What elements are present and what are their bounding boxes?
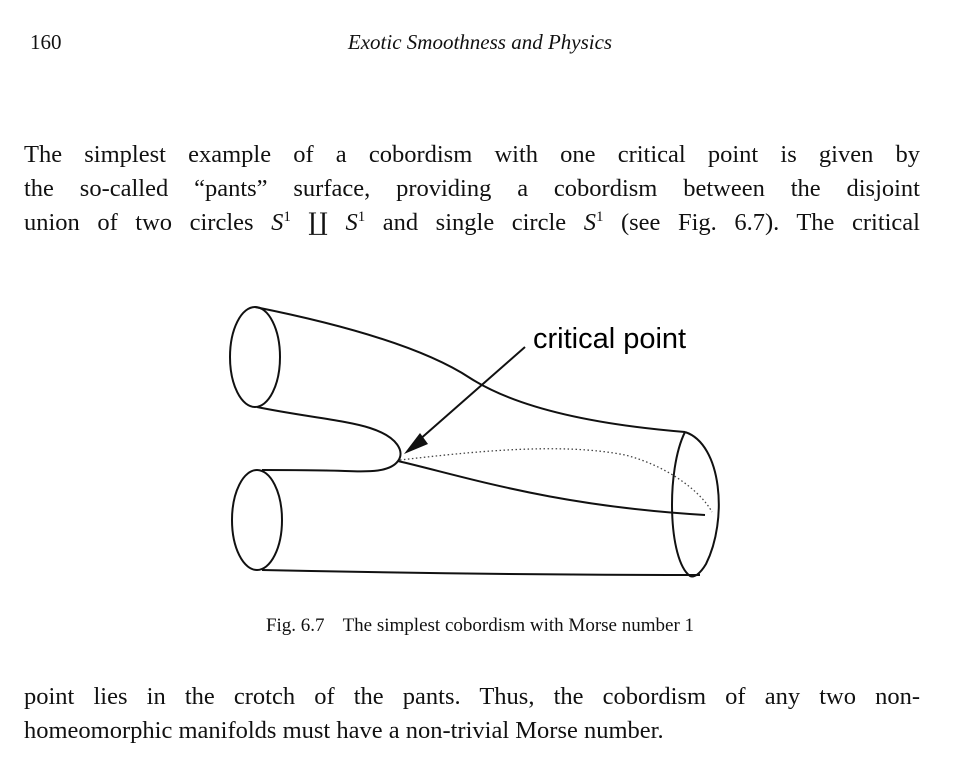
bottom-outer-contour — [262, 570, 700, 575]
paragraph-line: point lies in the crotch of the pants. Thus, the cobordism of any two non- — [24, 683, 920, 710]
critical-point-label: critical point — [533, 323, 687, 355]
superscript: 1 — [595, 209, 604, 225]
lower-left-circle — [232, 470, 282, 570]
hidden-contour — [400, 449, 712, 512]
paragraph-conclusion — [24, 680, 920, 748]
text-fragment: union of two circles — [24, 209, 272, 236]
math-symbol-s: S — [345, 209, 358, 236]
figure-caption — [0, 615, 960, 637]
arrow-shaft — [410, 347, 525, 448]
paragraph-intro — [24, 138, 920, 240]
upper-outer-contour — [255, 307, 685, 432]
paragraph-line: The simplest example of a cobordism with one critical point is given by — [24, 141, 920, 168]
paragraph-line: the so-called “pants” surface, providing a cobordism between the disjoint — [24, 175, 920, 202]
page-number: 160 — [30, 30, 62, 54]
crotch-contour — [257, 407, 401, 471]
running-title: Exotic Smoothness and Physics — [347, 30, 613, 54]
coproduct-symbol: ∐ — [290, 209, 346, 236]
caption-number: Fig. 6.7 — [265, 615, 325, 636]
superscript: 1 — [283, 209, 291, 225]
right-circle — [672, 432, 719, 577]
caption-text: The simplest cobordism with Morse number 1 — [342, 615, 695, 636]
paragraph-line: homeomorphic manifolds must have a non-trivial Morse number. — [24, 717, 664, 744]
paragraph-line — [24, 206, 920, 240]
text-fragment: and single circle — [365, 209, 584, 236]
upper-left-circle — [230, 307, 280, 407]
math-symbol-s: S — [583, 209, 596, 236]
arrow-head — [404, 433, 428, 454]
math-symbol-s: S — [271, 209, 284, 236]
lower-middle-contour — [398, 461, 705, 515]
superscript: 1 — [357, 209, 366, 225]
text-fragment: (see Fig. 6.7). The critical — [603, 209, 920, 236]
